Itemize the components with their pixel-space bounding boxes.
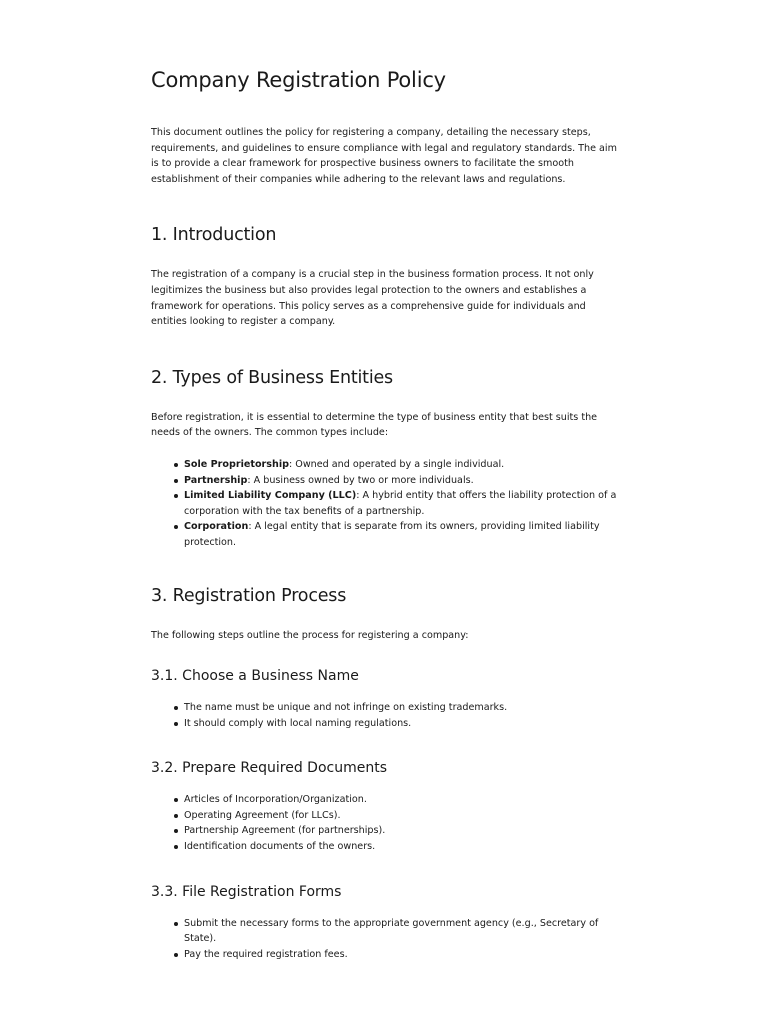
list-item xyxy=(184,488,617,519)
entity-desc: : A legal entity that is separate from its owners, providing limited liability protection. xyxy=(184,521,600,548)
list-item: The name must be unique and not infringe on existing trademarks. xyxy=(184,700,617,716)
list-item xyxy=(184,519,617,550)
registration-forms-list xyxy=(151,916,617,963)
documents-list xyxy=(151,792,617,854)
list-item: Identification documents of the owners. xyxy=(184,839,617,855)
list-item: It should comply with local naming regulations. xyxy=(184,716,617,732)
section-3-heading: 3. Registration Process xyxy=(151,585,347,606)
section-3-body: The following steps outline the process for registering a company: xyxy=(151,629,469,641)
intro-paragraph: This document outlines the policy for registering a company, detailing the necessary steps, requirements, and guidelines to ensure compliance with legal and regulatory standards. The aim is to provide a clear framework for prospective business owners to facilitate the smooth establishment of their companies while adhering to the relevant laws and regulations. xyxy=(151,127,617,185)
entity-desc: : A business owned by two or more individuals. xyxy=(247,474,474,486)
entity-desc: : A hybrid entity that offers the liability protection of a corporation with the tax benefits of a partnership. xyxy=(184,490,617,517)
section-1-heading: 1. Introduction xyxy=(151,225,277,246)
list-item: Partnership Agreement (for partnerships). xyxy=(184,823,617,839)
entity-term: Limited Liability Company (LLC) xyxy=(184,490,357,502)
document-page xyxy=(151,66,617,962)
entity-term: Sole Proprietorship xyxy=(184,458,289,470)
list-item: Submit the necessary forms to the appropriate government agency (e.g., Secretary of State). xyxy=(184,916,617,947)
entity-desc: : Owned and operated by a single individual. xyxy=(289,458,505,470)
list-item: Articles of Incorporation/Organization. xyxy=(184,792,617,808)
entity-term: Partnership xyxy=(184,474,248,486)
section-2-heading: 2. Types of Business Entities xyxy=(151,367,393,388)
list-item xyxy=(184,457,617,473)
business-name-list xyxy=(151,700,617,731)
page-title: Company Registration Policy xyxy=(151,68,446,92)
list-item: Pay the required registration fees. xyxy=(184,947,617,963)
list-item: Operating Agreement (for LLCs). xyxy=(184,808,617,824)
subsection-3-3-heading: 3.3. File Registration Forms xyxy=(151,883,342,900)
section-1-body: The registration of a company is a crucial step in the business formation process. It not only legitimizes the business but also provides legal protection to the owners and establishes a framework for operations. This policy serves as a comprehensive guide for individuals and entities looking to register a company. xyxy=(151,269,594,328)
entity-term: Corporation xyxy=(184,521,249,533)
subsection-3-1-heading: 3.1. Choose a Business Name xyxy=(151,668,359,685)
section-2-body: Before registration, it is essential to determine the type of business entity that best suits the needs of the owners. The common types include: xyxy=(151,411,598,439)
entity-types-list xyxy=(151,457,617,551)
subsection-3-2-heading: 3.2. Prepare Required Documents xyxy=(151,760,387,777)
list-item xyxy=(184,473,617,489)
